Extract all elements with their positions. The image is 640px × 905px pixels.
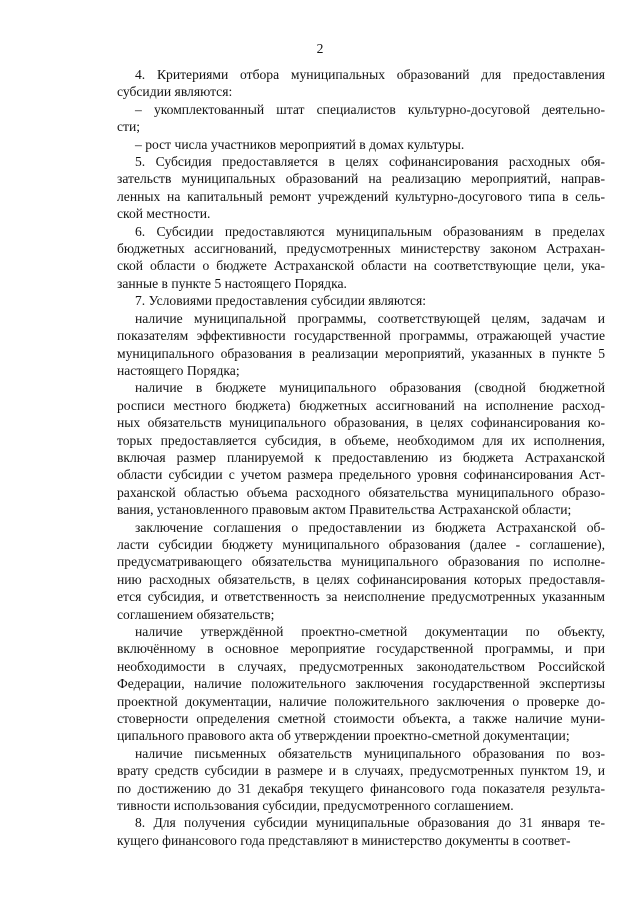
text-line: – рост числа участников мероприятий в домах культуры. xyxy=(135,136,465,152)
text-line: росписи местного бюджета) бюджетных ассигнований на исполнение расход- xyxy=(117,397,605,413)
text-line: 6. Субсидии предоставляются муниципальным образованиям в пределах xyxy=(135,223,605,239)
paragraph xyxy=(117,519,605,623)
text-line: кущего финансового года представляют в министерство документы в соответ- xyxy=(117,832,571,848)
text-line: наличие в бюджете муниципального образования (сводной бюджетной xyxy=(135,380,605,396)
text-line: вания, установленного правовым актом Правительства Астраханской области; xyxy=(117,502,572,518)
text-line: наличие муниципальной программы, соответствующей целям, задачам и xyxy=(135,310,605,326)
text-line: врату средств субсидии в размере и в случаях, предусмотренных пунктом 19, и xyxy=(117,763,605,779)
paragraph xyxy=(117,153,605,223)
text-line: ется субсидия, и ответственность за неисполнение предусмотренных указанным xyxy=(117,589,605,605)
page-number: 2 xyxy=(316,41,324,56)
text-line: занные в пункте 5 настоящего Порядка. xyxy=(117,275,347,291)
text-line: ласти субсидии бюджету муниципального образования (далее - соглашение), xyxy=(117,536,605,552)
document-body xyxy=(117,66,605,849)
text-line: необходимости в случаях, предусмотренных законодательством Российской xyxy=(117,658,605,674)
paragraph xyxy=(117,745,605,815)
text-line: торых предоставляется субсидия, в объеме, необходимом для их исполнения, xyxy=(117,432,605,448)
text-line: зательств муниципальных образований на реализацию мероприятий, направ- xyxy=(117,171,605,187)
paragraph xyxy=(117,379,605,518)
paragraph xyxy=(117,623,605,745)
text-line: ской местности. xyxy=(117,206,211,222)
text-line: проектной документации, наличие положительного заключения о проверке до- xyxy=(117,693,605,709)
paragraph xyxy=(117,101,605,136)
text-line: предусматривающего обязательства муниципального образования по исполне- xyxy=(117,554,605,570)
text-line: нию расходных обязательств, в целях софинансирования которых предоставля- xyxy=(117,571,605,587)
text-line: заключение соглашения о предоставлении из бюджета Астраханской об- xyxy=(135,519,605,535)
text-line: по достижению до 31 декабря текущего финансового года показателя результа- xyxy=(117,780,605,796)
text-line: сти; xyxy=(117,119,141,135)
text-line: стоверности определения сметной стоимости объекта, а также наличие муни- xyxy=(117,711,605,727)
text-line: наличие письменных обязательств муниципального образования по воз- xyxy=(135,745,605,761)
text-line: включая размер планируемой к предоставлению из бюджета Астраханской xyxy=(117,449,605,465)
text-line: 8. Для получения субсидии муниципальные образования до 31 января те- xyxy=(135,815,605,831)
paragraph xyxy=(117,310,605,380)
text-line: субсидии являются: xyxy=(117,84,233,100)
text-line: тивности использования субсидии, предусмотренного соглашением. xyxy=(117,798,514,814)
text-line: ленных на капитальный ремонт учреждений культурно-досугового типа в сель- xyxy=(117,188,605,204)
paragraph xyxy=(117,292,605,309)
text-line: Федерации, наличие положительного заключения государственной экспертизы xyxy=(117,676,605,692)
text-line: области субсидии с учетом размера предельного уровня софинансирования Аст- xyxy=(117,467,605,483)
paragraph xyxy=(117,136,605,153)
text-line: 5. Субсидия предоставляется в целях софинансирования расходных обя- xyxy=(135,154,605,170)
text-line: наличие утверждённой проектно-сметной документации по объекту, xyxy=(135,624,605,639)
text-line: включённому в основное мероприятие государственной программы, и при xyxy=(117,641,605,657)
text-line: бюджетных ассигнований, предусмотренных министерству законом Астрахан- xyxy=(117,241,605,257)
paragraph xyxy=(117,223,605,293)
text-line: муниципального образования в реализации мероприятий, указанных в пункте 5 xyxy=(117,345,605,361)
text-line: показателям эффективности государственной программы, отражающей участие xyxy=(117,328,605,344)
text-line: 7. Условиями предоставления субсидии являются: xyxy=(135,293,427,309)
text-line: соглашением обязательств; xyxy=(117,606,275,622)
paragraph xyxy=(117,66,605,101)
text-line: ципального правового акта об утверждении проектно-сметной документации; xyxy=(117,728,570,744)
paragraph xyxy=(117,814,605,849)
text-line: ных обязательств муниципального образования, в целях софинансирования ко- xyxy=(117,415,605,431)
text-line: настоящего Порядка; xyxy=(117,362,240,378)
text-line: ской области о бюджете Астраханской области на соответствующие цели, ука- xyxy=(117,258,605,274)
text-line: – укомплектованный штат специалистов культурно-досуговой деятельно- xyxy=(135,101,605,117)
text-line: раханской областью объема расходного обязательства муниципального образо- xyxy=(117,484,605,500)
text-line: 4. Критериями отбора муниципальных образований для предоставления xyxy=(135,67,605,82)
